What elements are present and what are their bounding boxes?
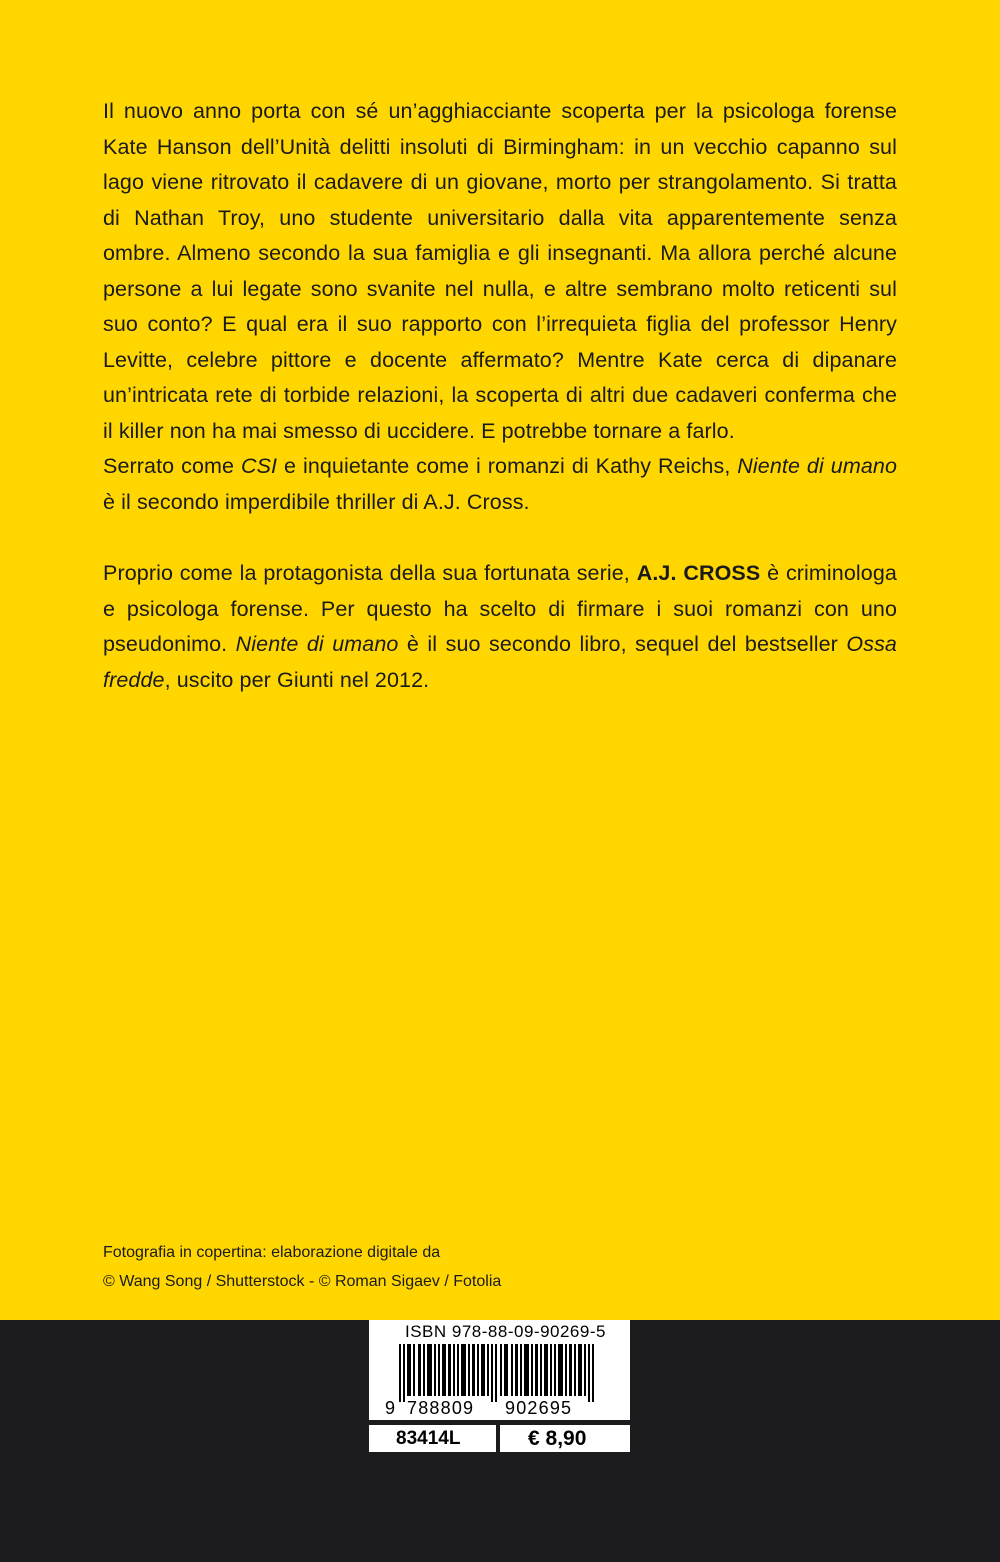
bio-text: è il suo secondo libro, sequel del bestseller — [398, 632, 847, 656]
synopsis — [103, 94, 897, 698]
tagline-text: e inquietante come i romanzi di Kathy Reichs, — [277, 454, 738, 478]
bio-text: , uscito per Giunti nel 2012. — [164, 667, 430, 692]
tagline-text: Serrato come — [103, 454, 241, 478]
tagline-paragraph — [103, 449, 897, 520]
isbn-label: ISBN 978-88-09-90269-5 — [405, 1322, 606, 1341]
price-label: € 8,90 — [500, 1425, 630, 1452]
bio-text: è criminologa e psicologa forense. Per questo ha scelto di firmare i suoi romanzi con uno pseudonimo. — [103, 561, 897, 656]
barcode-digits-right: 902695 — [505, 1398, 573, 1418]
barcode-digit-first: 9 — [385, 1398, 397, 1418]
product-code: 83414L — [369, 1425, 496, 1452]
bio-previous-title: Ossa fredde — [103, 632, 897, 692]
photo-credits — [103, 1238, 803, 1296]
author-bio — [103, 556, 897, 698]
author-name: A.J. CROSS — [636, 561, 761, 585]
tagline-text: è il secondo imperdibile thriller di A.J. Cross. — [103, 489, 530, 514]
barcode-digits-left: 788809 — [407, 1398, 475, 1418]
tagline-book-title: Niente di umano — [737, 454, 897, 478]
synopsis-paragraph: Il nuovo anno porta con sé un’agghiacciante scoperta per la psicologa forense Kate Hanson dell’Unità delitti insoluti di Birmingham: in un vecchio capanno sul lago viene ritrovato il cadavere di un giovane, morto per strangolamento. Si tratta di Nathan Troy, uno studente universitario dalla vita apparentemente senza ombre. Almeno secondo la sua famiglia e gli insegnanti. Ma allora perché alcune persone a lui legate sono svanite nel nulla, e altre sembrano molto reticenti sul suo conto? E qual era il suo rapporto con l’irrequieta figlia del professor Henry Levitte, celebre pittore e docente affermato? Mentre Kate cerca di dipanare un’intricata rete di torbide relazioni, la scoperta di altri due cadaveri conferma che il killer non ha mai smesso di uccidere. E potrebbe tornare a farlo. — [103, 99, 897, 443]
isbn-barcode — [369, 1320, 630, 1420]
barcode-icon — [383, 1344, 617, 1402]
credits-line: © Wang Song / Shutterstock - © Roman Sigaev / Fotolia — [103, 1273, 502, 1290]
bio-text: Proprio come la protagonista della sua fortunata serie, — [103, 561, 637, 585]
bio-book-title: Niente di umano — [235, 632, 399, 656]
credits-line: Fotografia in copertina: elaborazione digitale da — [103, 1244, 441, 1261]
tagline-csi: CSI — [240, 454, 278, 478]
